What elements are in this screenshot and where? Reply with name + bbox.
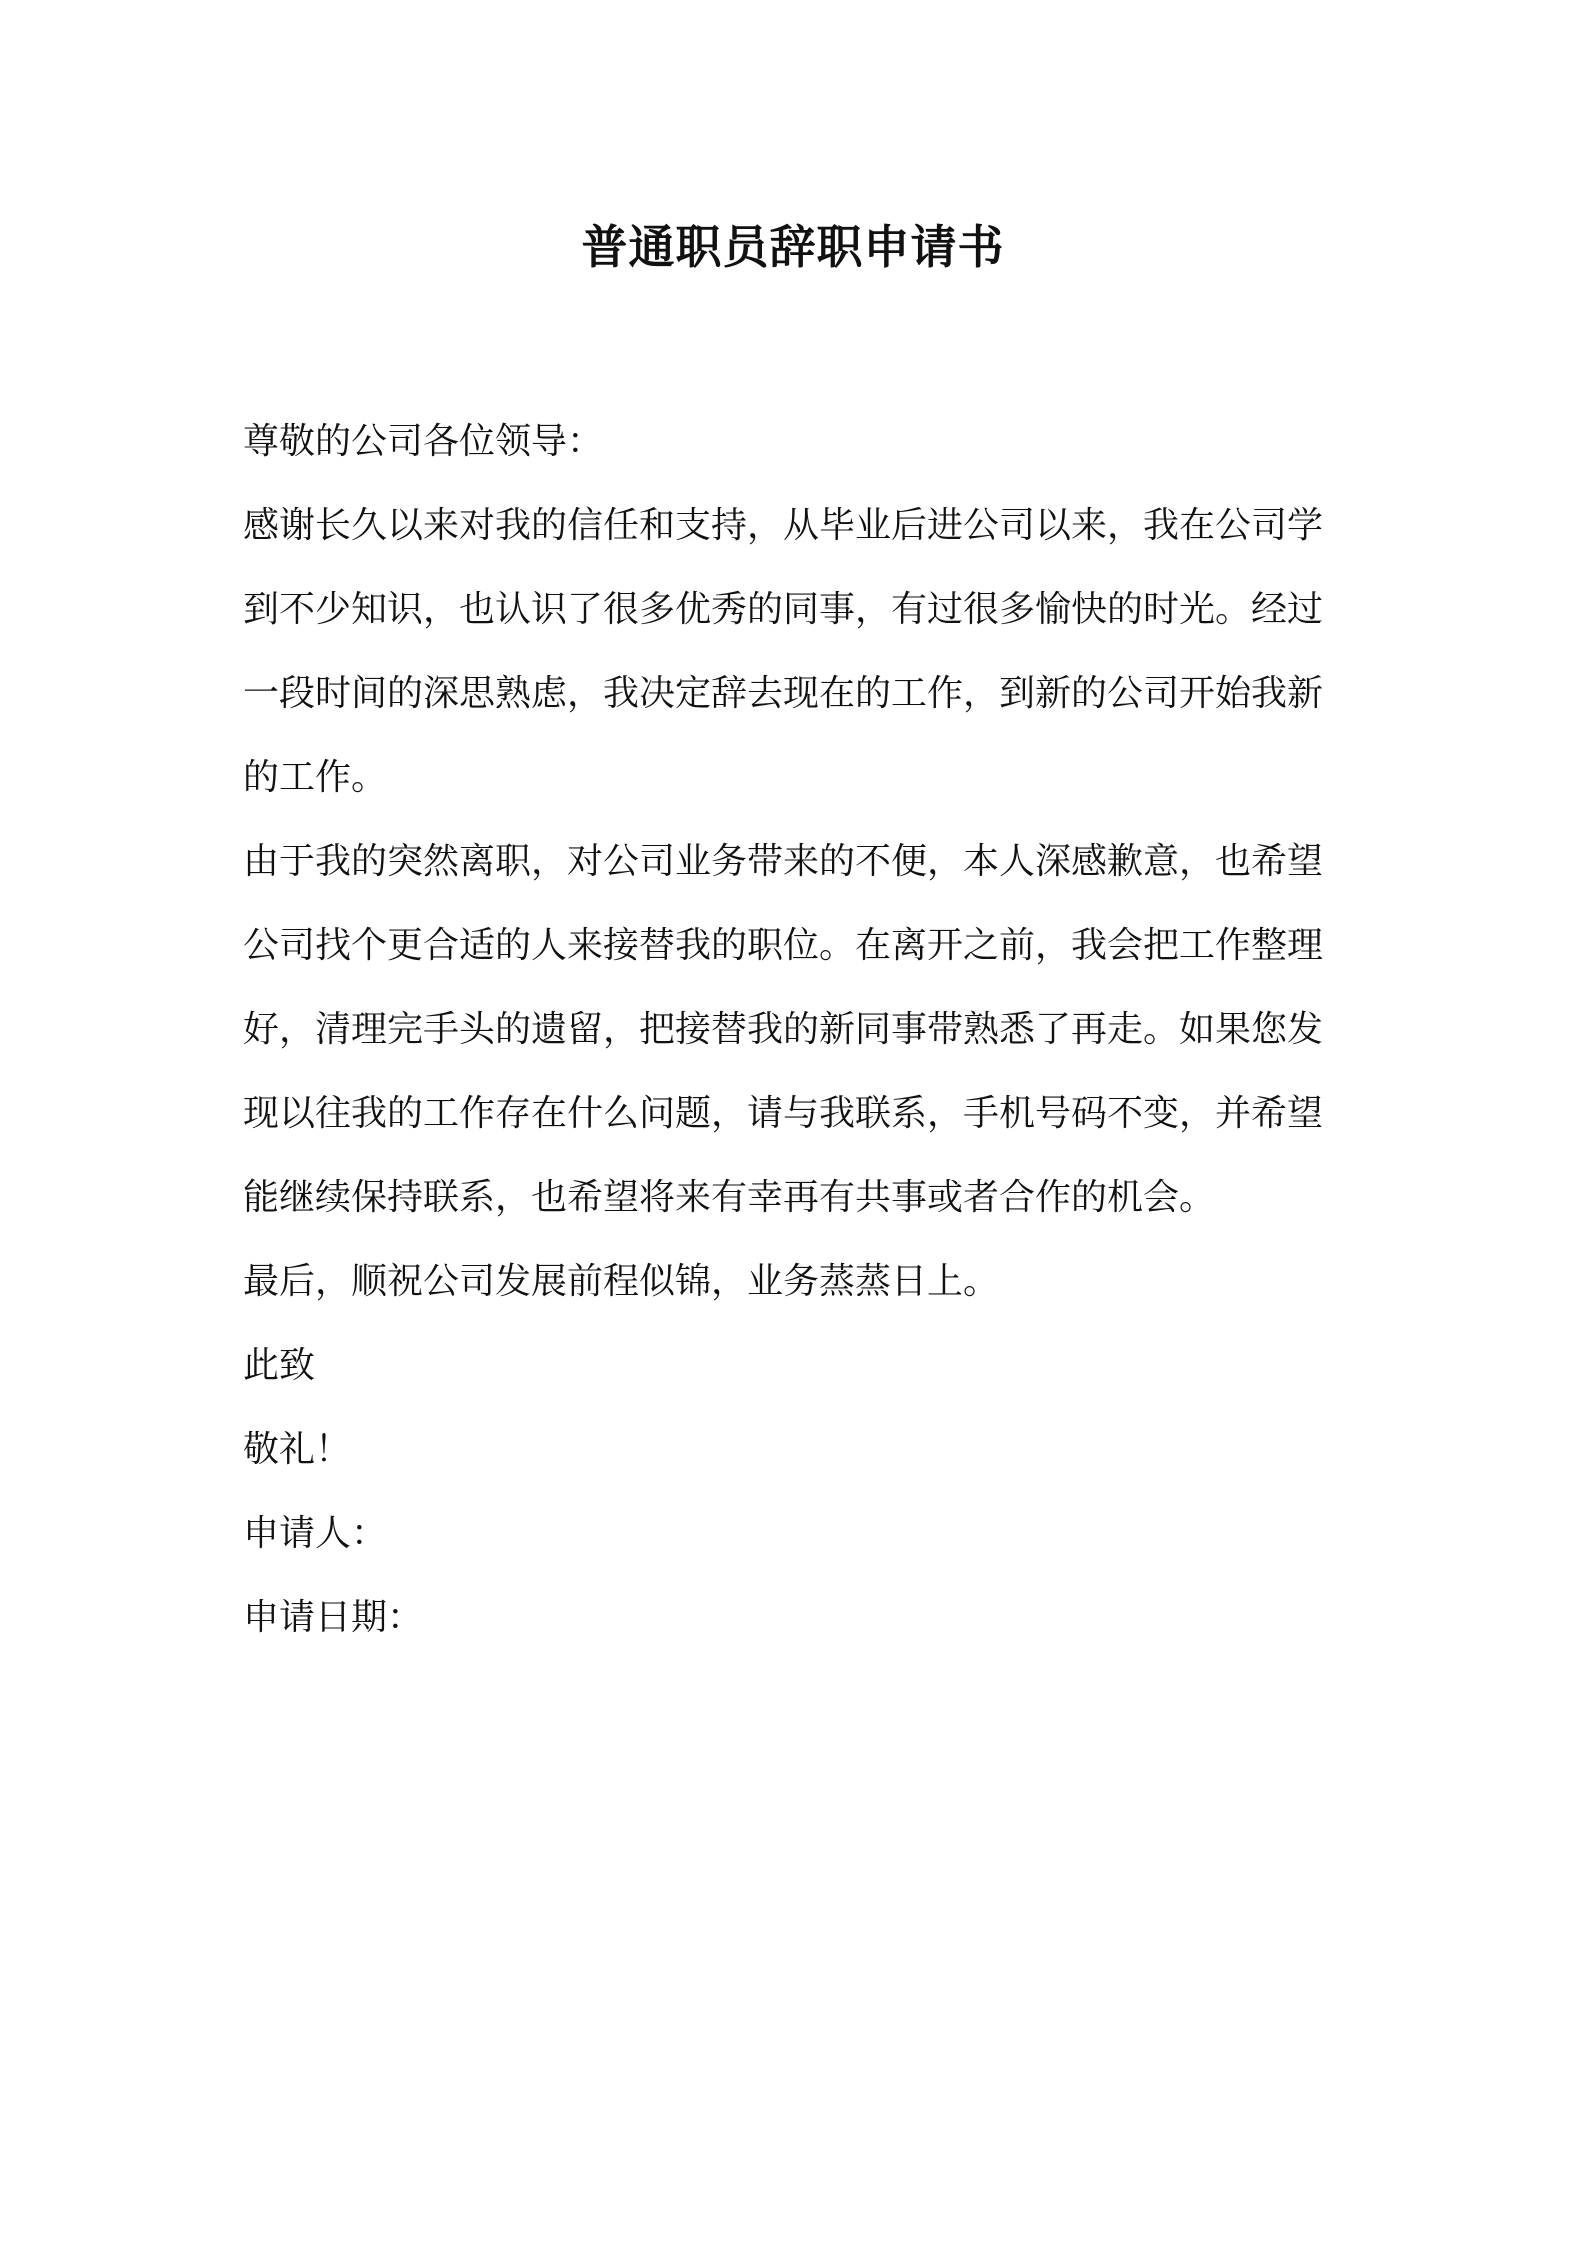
application-date-label: 申请日期： — [243, 1597, 424, 1638]
paragraph-line: 最后，顺祝公司发展前程似锦，业务蒸蒸日上。 — [243, 1261, 1000, 1302]
paragraph-line: 感谢长久以来对我的信任和支持，从毕业后进公司以来，我在公司学 — [243, 505, 1324, 546]
paragraph-1 — [243, 484, 1353, 820]
document-title: 普通职员辞职申请书 — [581, 220, 1005, 274]
paragraph-line: 一段时间的深思熟虑，我决定辞去现在的工作，到新的公司开始我新 — [243, 673, 1324, 714]
closing-regards: 敬礼！ — [243, 1429, 352, 1470]
document-body — [243, 400, 1353, 1660]
salutation: 尊敬的公司各位领导： — [243, 421, 604, 462]
paragraph-line: 现以往我的工作存在什么问题，请与我联系，手机号码不变，并希望 — [243, 1093, 1324, 1134]
paragraph-line: 的工作。 — [243, 757, 388, 798]
paragraph-line: 好，清理完手头的遗留，把接替我的新同事带熟悉了再走。如果您发 — [243, 1009, 1324, 1050]
paragraph-line: 由于我的突然离职，对公司业务带来的不便，本人深感歉意，也希望 — [243, 841, 1324, 882]
applicant-label: 申请人： — [243, 1513, 388, 1554]
paragraph-line: 能继续保持联系，也希望将来有幸再有共事或者合作的机会。 — [243, 1177, 1216, 1218]
paragraph-line: 到不少知识，也认识了很多优秀的同事，有过很多愉快的时光。经过 — [243, 589, 1324, 630]
closing-salutation: 此致 — [243, 1345, 316, 1386]
paragraph-2 — [243, 820, 1353, 1240]
paragraph-line: 公司找个更合适的人来接替我的职位。在离开之前，我会把工作整理 — [243, 925, 1324, 966]
paragraph-3 — [243, 1240, 1353, 1324]
